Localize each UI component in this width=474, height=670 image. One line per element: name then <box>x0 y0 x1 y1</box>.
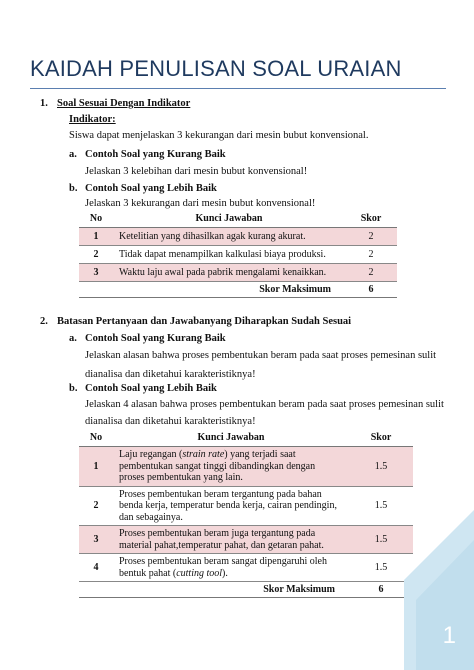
row-text: Waktu laju awal pada pabrik mengalami kenaikkan. <box>113 264 345 282</box>
row-text: Proses pembentukan beram juga tergantung pada material pahat,temperatur pahat, dan getaran pahat. <box>113 526 349 554</box>
s2-b-label: b. <box>69 383 78 394</box>
table-row <box>79 526 413 554</box>
row-text <box>113 447 349 487</box>
col-kunci-header: Kunci Jawaban <box>113 210 345 228</box>
s1-b-heading: Contoh Soal yang Lebih Baik <box>85 183 217 194</box>
total-value: 6 <box>349 582 413 598</box>
table-row <box>79 246 397 264</box>
row-skor: 1.5 <box>349 554 413 582</box>
s2-b-text-line1: Jelaskan 4 alasan bahwa proses pembentukan beram pada saat proses pemesinan sulit <box>85 399 444 410</box>
table-row <box>79 486 413 526</box>
s2-a-text-line1: Jelaskan alasan bahwa proses pembentukan beram pada saat proses pemesinan sulit <box>85 350 437 361</box>
section-1-number: 1. <box>40 98 48 109</box>
page-number: 1 <box>442 622 456 649</box>
col-skor-header: Skor <box>349 429 413 447</box>
answer-key-table-2 <box>79 429 413 598</box>
row-text-part: ). <box>222 567 228 579</box>
page-title: KAIDAH PENULISAN SOAL URAIAN <box>30 56 402 81</box>
table-row <box>79 447 413 487</box>
table-row <box>79 554 413 582</box>
row-text <box>113 554 349 582</box>
row-text-part: Laju regangan ( <box>119 449 183 460</box>
total-label: Skor Maksimum <box>79 582 349 598</box>
row-no: 1 <box>79 447 113 487</box>
row-text-term: cutting tool <box>176 567 223 579</box>
s1-a-text: Jelaskan 3 kelebihan dari mesin bubut konvensional! <box>85 166 308 177</box>
s2-a-label: a. <box>69 333 77 344</box>
row-no: 3 <box>79 264 113 282</box>
total-value: 6 <box>345 282 397 298</box>
row-skor: 2 <box>345 228 397 246</box>
col-no-header: No <box>79 210 113 228</box>
title-divider <box>30 88 446 89</box>
row-skor: 2 <box>345 246 397 264</box>
s1-b-label: b. <box>69 183 78 194</box>
row-text-part: Proses pembentukan beram sangat dipengaruhi oleh bentuk pahat ( <box>119 556 327 579</box>
row-no: 2 <box>79 246 113 264</box>
section-2-heading: Batasan Pertanyaan dan Jawabanyang Diharapkan Sudah Sesuai <box>57 316 352 327</box>
section-1-heading: Soal Sesuai Dengan Indikator <box>57 98 191 109</box>
row-text-term: strain rate <box>182 449 225 460</box>
answer-key-table-1 <box>79 210 397 298</box>
s2-b-heading: Contoh Soal yang Lebih Baik <box>85 383 217 394</box>
s1-a-label: a. <box>69 149 77 160</box>
table-total-row <box>79 282 397 298</box>
row-text: Ketelitian yang dihasilkan agak kurang akurat. <box>113 228 345 246</box>
indikator-text: Siswa dapat menjelaskan 3 kekurangan dari mesin bubut konvensional. <box>69 130 369 141</box>
row-skor: 1.5 <box>349 526 413 554</box>
row-skor: 2 <box>345 264 397 282</box>
table-row <box>79 228 397 246</box>
row-text: Tidak dapat menampilkan kalkulasi biaya produksi. <box>113 246 345 264</box>
row-no: 2 <box>79 486 113 526</box>
s2-a-text-line2: dianalisa dan diketahui karakteristiknya! <box>85 369 256 380</box>
row-skor: 1.5 <box>349 486 413 526</box>
total-label: Skor Maksimum <box>79 282 345 298</box>
row-no: 4 <box>79 554 113 582</box>
table-total-row <box>79 582 413 598</box>
row-text-part: ) yang terjadi saat pembentukan sangat tinggi dibandingkan dengan proses pembentukan yang lain. <box>119 449 316 483</box>
table-row <box>79 264 397 282</box>
section-2-number: 2. <box>40 316 48 327</box>
row-no: 3 <box>79 526 113 554</box>
col-kunci-header: Kunci Jawaban <box>113 429 349 447</box>
row-text: Proses pembentukan beram tergantung pada bahan benda kerja, temperatur benda kerja, cairan pendingin, dan sebagainya. <box>113 486 349 526</box>
indikator-label: Indikator: <box>69 114 116 125</box>
row-no: 1 <box>79 228 113 246</box>
s1-b-text: Jelaskan 3 kekurangan dari mesin bubut konvensional! <box>85 198 316 209</box>
corner-decoration <box>404 510 474 670</box>
s2-b-text-line2: dianalisa dan diketahui karakteristiknya! <box>85 416 256 427</box>
col-skor-header: Skor <box>345 210 397 228</box>
s2-a-heading: Contoh Soal yang Kurang Baik <box>85 333 226 344</box>
col-no-header: No <box>79 429 113 447</box>
row-skor: 1.5 <box>349 447 413 487</box>
s1-a-heading: Contoh Soal yang Kurang Baik <box>85 149 226 160</box>
